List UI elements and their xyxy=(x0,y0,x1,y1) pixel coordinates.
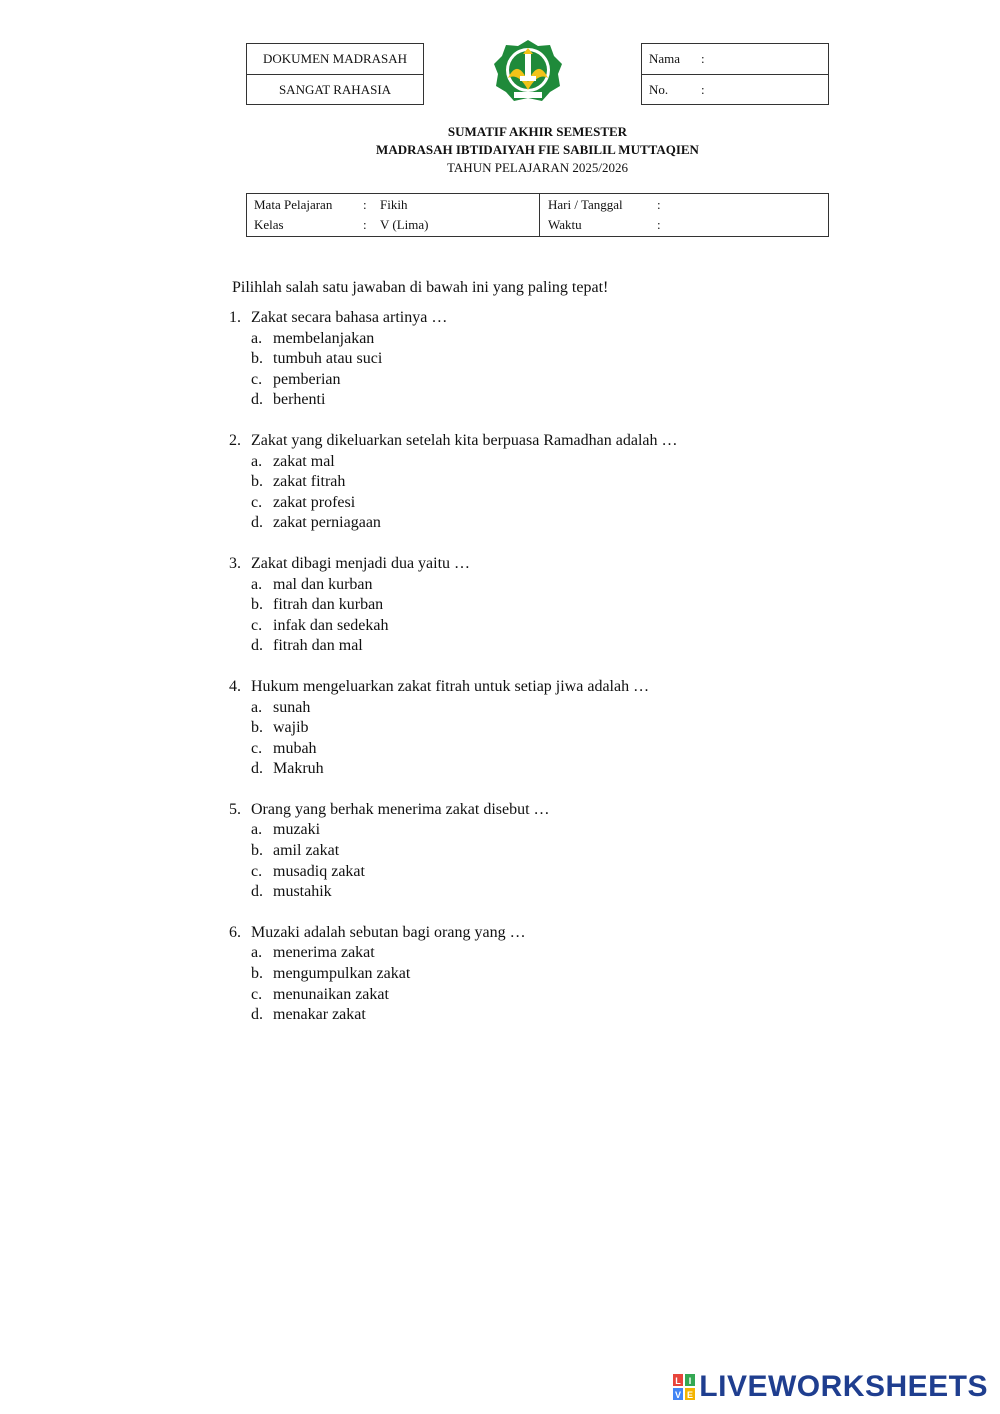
answer-option[interactable] xyxy=(229,452,789,473)
answer-option[interactable] xyxy=(229,472,789,493)
info-table-divider xyxy=(539,194,540,236)
number-colon: : xyxy=(701,82,705,97)
option-letter: a. xyxy=(251,821,263,839)
subject-row xyxy=(254,195,407,215)
question-item xyxy=(229,431,789,534)
option-text: sunah xyxy=(273,698,311,716)
question-text: Hukum mengeluarkan zakat fitrah untuk setiap jiwa adalah … xyxy=(251,677,650,695)
time-label: Waktu xyxy=(548,217,582,232)
option-text: berhenti xyxy=(273,391,326,409)
question-stem xyxy=(229,431,789,452)
option-text: amil zakat xyxy=(273,842,340,860)
madrasah-emblem-icon xyxy=(492,38,564,104)
subject-colon: : xyxy=(363,197,367,212)
option-letter: b. xyxy=(251,719,263,737)
confidentiality-label: SANGAT RAHASIA xyxy=(247,74,423,105)
question-number: 6. xyxy=(229,923,241,941)
question-text: Zakat yang dikeluarkan setelah kita berpuasa Ramadhan adalah … xyxy=(251,431,678,449)
option-letter: c. xyxy=(251,493,263,511)
option-letter: b. xyxy=(251,350,263,368)
name-colon: : xyxy=(701,51,705,66)
answer-option[interactable] xyxy=(229,370,789,391)
option-letter: d. xyxy=(251,760,263,778)
answer-option[interactable] xyxy=(229,759,789,780)
question-text: Orang yang berhak menerima zakat disebut … xyxy=(251,800,550,818)
question-number: 4. xyxy=(229,677,241,695)
answer-option[interactable] xyxy=(229,718,789,739)
class-label: Kelas xyxy=(254,217,284,232)
time-row[interactable] xyxy=(548,215,674,235)
option-letter: a. xyxy=(251,698,263,716)
document-classification-box xyxy=(246,43,424,105)
answer-option[interactable] xyxy=(229,329,789,350)
option-text: menakar zakat xyxy=(273,1006,366,1024)
option-text: musadiq zakat xyxy=(273,862,365,880)
liveworksheets-brand[interactable] xyxy=(673,1370,988,1404)
class-value: V (Lima) xyxy=(380,217,429,232)
answer-option[interactable] xyxy=(229,349,789,370)
option-text: pemberian xyxy=(273,370,341,388)
option-letter: d. xyxy=(251,637,263,655)
option-letter: a. xyxy=(251,575,263,593)
option-text: zakat perniagaan xyxy=(273,514,381,532)
option-letter: a. xyxy=(251,452,263,470)
option-letter: a. xyxy=(251,944,263,962)
logo-letter-e: E xyxy=(687,1390,694,1400)
option-letter: c. xyxy=(251,739,263,757)
number-field[interactable] xyxy=(642,74,828,105)
answer-option[interactable] xyxy=(229,985,789,1006)
option-text: wajib xyxy=(273,719,309,737)
answer-option[interactable] xyxy=(229,575,789,596)
instruction-text: Pilihlah salah satu jawaban di bawah ini yang paling tepat! xyxy=(232,279,609,296)
answer-option[interactable] xyxy=(229,882,789,903)
name-label: Nama xyxy=(649,51,681,66)
answer-option[interactable] xyxy=(229,820,789,841)
option-letter: d. xyxy=(251,514,263,532)
date-row[interactable] xyxy=(548,195,674,215)
subject-value: Fikih xyxy=(380,197,408,212)
option-letter: d. xyxy=(251,883,263,901)
option-text: membelanjakan xyxy=(273,329,375,347)
option-text: fitrah dan kurban xyxy=(273,596,384,614)
subject-label: Mata Pelajaran xyxy=(254,197,333,212)
answer-option[interactable] xyxy=(229,595,789,616)
option-letter: b. xyxy=(251,596,263,614)
logo-letter-i: I xyxy=(689,1376,692,1386)
name-field[interactable] xyxy=(642,44,828,74)
date-colon: : xyxy=(657,197,661,212)
brand-text: LIVEWORKSHEETS xyxy=(699,1370,988,1403)
option-letter: b. xyxy=(251,842,263,860)
option-text: Makruh xyxy=(273,760,324,778)
option-letter: b. xyxy=(251,965,263,983)
option-text: mal dan kurban xyxy=(273,575,373,593)
question-stem xyxy=(229,800,789,821)
option-text: tumbuh atau suci xyxy=(273,350,383,368)
class-row xyxy=(254,215,429,235)
question-stem xyxy=(229,677,789,698)
option-text: fitrah dan mal xyxy=(273,637,363,655)
answer-option[interactable] xyxy=(229,964,789,985)
option-letter: b. xyxy=(251,473,263,491)
number-label: No. xyxy=(649,82,669,97)
answer-option[interactable] xyxy=(229,390,789,411)
answer-option[interactable] xyxy=(229,636,789,657)
option-text: muzaki xyxy=(273,821,321,839)
document-type-label: DOKUMEN MADRASAH xyxy=(262,51,408,66)
option-text: infak dan sedekah xyxy=(273,616,389,634)
question-text: Zakat dibagi menjadi dua yaitu … xyxy=(251,554,471,572)
question-text: Muzaki adalah sebutan bagi orang yang … xyxy=(251,923,526,941)
option-letter: a. xyxy=(251,329,263,347)
question-item xyxy=(229,554,789,657)
question-stem xyxy=(229,308,789,329)
option-text: zakat profesi xyxy=(273,493,356,511)
question-stem xyxy=(229,554,789,575)
answer-option[interactable] xyxy=(229,739,789,760)
option-letter: c. xyxy=(251,985,263,1003)
question-list xyxy=(229,308,789,1046)
date-label: Hari / Tanggal xyxy=(548,197,623,212)
option-text: zakat fitrah xyxy=(273,473,346,491)
answer-option[interactable] xyxy=(229,862,789,883)
logo-letter-v: V xyxy=(675,1390,682,1400)
option-text: menunaikan zakat xyxy=(273,985,389,1003)
question-item xyxy=(229,800,789,903)
question-number: 1. xyxy=(229,309,241,326)
option-text: mubah xyxy=(273,739,317,757)
option-letter: d. xyxy=(251,391,263,409)
answer-option[interactable] xyxy=(229,841,789,862)
answer-option[interactable] xyxy=(229,943,789,964)
logo-letter-l: L xyxy=(675,1376,682,1386)
subject-info-table xyxy=(246,193,829,237)
option-letter: c. xyxy=(251,616,263,634)
question-number: 5. xyxy=(229,800,241,818)
time-colon: : xyxy=(657,217,661,232)
question-stem xyxy=(229,923,789,944)
exam-title: SUMATIF AKHIR SEMESTER xyxy=(447,124,628,139)
option-text: zakat mal xyxy=(273,452,335,470)
academic-year: TAHUN PELAJARAN 2025/2026 xyxy=(447,160,628,175)
school-name: MADRASAH IBTIDAIYAH FIE SABILIL MUTTAQIEN xyxy=(376,142,699,157)
question-number: 3. xyxy=(229,554,241,572)
question-item xyxy=(229,677,789,780)
option-letter: c. xyxy=(251,862,263,880)
answer-option[interactable] xyxy=(229,513,789,534)
liveworksheets-logo-icon xyxy=(673,1374,695,1400)
class-colon: : xyxy=(363,217,367,232)
answer-option[interactable] xyxy=(229,493,789,514)
option-text: mustahik xyxy=(273,883,332,901)
option-letter: d. xyxy=(251,1006,263,1024)
answer-option[interactable] xyxy=(229,616,789,637)
question-item xyxy=(229,923,789,1026)
question-number: 2. xyxy=(229,431,241,449)
answer-option[interactable] xyxy=(229,698,789,719)
question-item xyxy=(229,308,789,411)
option-text: menerima zakat xyxy=(273,944,375,962)
answer-option[interactable] xyxy=(229,1005,789,1026)
question-text: Zakat secara bahasa artinya … xyxy=(251,309,448,326)
option-letter: c. xyxy=(251,370,263,388)
option-text: mengumpulkan zakat xyxy=(273,965,411,983)
student-identity-box xyxy=(641,43,829,105)
